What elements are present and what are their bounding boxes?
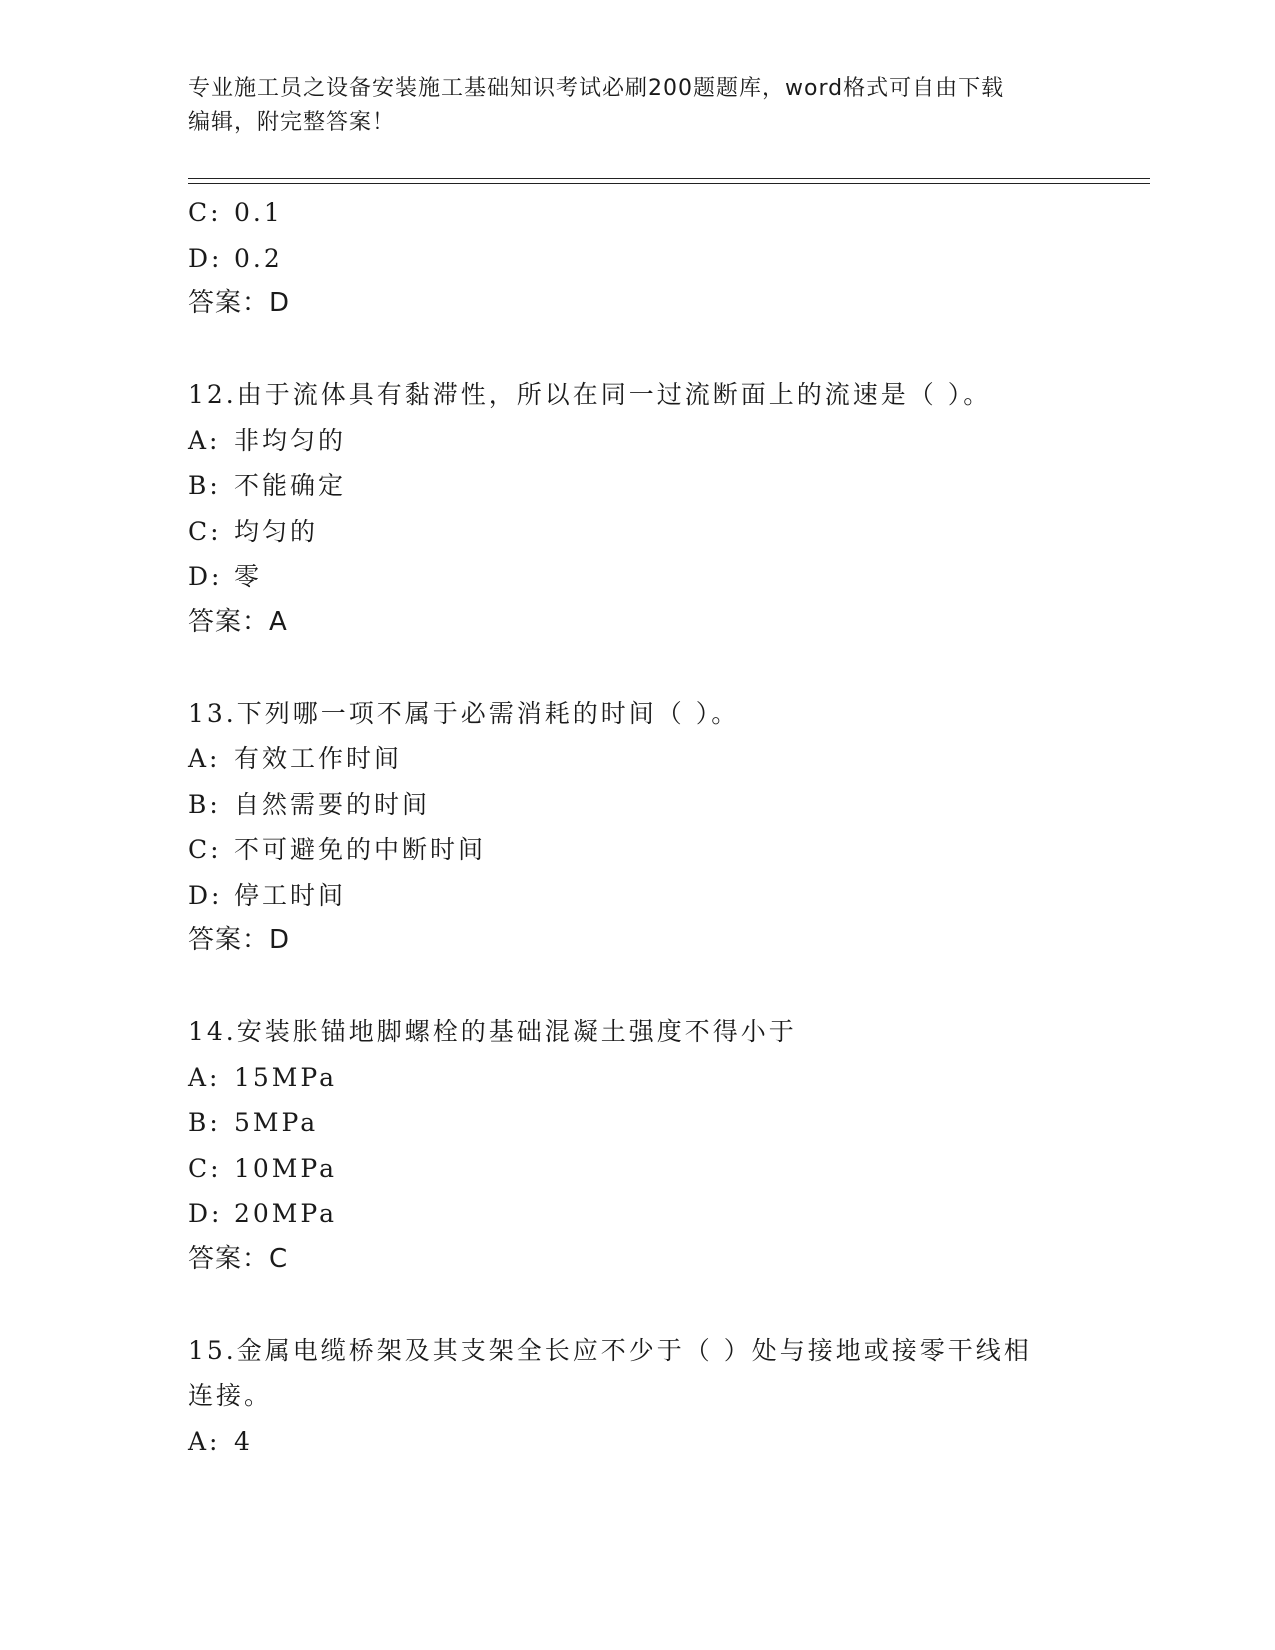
- option-text: 零: [234, 562, 263, 591]
- option-letter: D:: [188, 1199, 223, 1228]
- option-letter: A:: [188, 744, 221, 773]
- option-c: [188, 1146, 1088, 1192]
- option-text: 不可避免的中断时间: [234, 835, 487, 864]
- option-b: [188, 1100, 1088, 1146]
- option-c: [188, 190, 1088, 236]
- option-b: [188, 782, 1088, 828]
- option-text: 不能确定: [234, 471, 347, 500]
- option-letter: C:: [188, 835, 222, 864]
- option-a: [188, 736, 1088, 782]
- option-a: [188, 418, 1088, 464]
- question-stem-line-1: 15.金属电缆桥架及其支架全长应不少于（ ）处与接地或接零干线相: [188, 1335, 1032, 1365]
- answer-line: 答案：D: [188, 925, 291, 955]
- option-a: [188, 1055, 1088, 1101]
- option-text: 0.2: [234, 243, 283, 273]
- header-rule-top: [188, 178, 1150, 179]
- answer-line: 答案：C: [188, 1243, 289, 1274]
- header-line-1: 专业施工员之设备安装施工基础知识考试必刷200题题库，word格式可自由下载: [188, 76, 1005, 101]
- header-rule-bottom: [188, 183, 1150, 184]
- option-letter: C:: [188, 1153, 222, 1183]
- option-letter: B:: [188, 789, 221, 819]
- question-stem: 13.下列哪一项不属于必需消耗的时间（ ）。: [188, 698, 740, 728]
- option-d: [188, 236, 1088, 282]
- header-line-2: 编辑，附完整答案！: [188, 110, 396, 135]
- question-15: [188, 1328, 1088, 1465]
- answer-line: 答案：D: [188, 288, 291, 318]
- document-header: [188, 72, 1068, 140]
- question-list: [188, 190, 1088, 1464]
- option-text: 5MPa: [234, 1108, 319, 1137]
- option-text: 10MPa: [234, 1153, 338, 1183]
- question-stem-line-2: 连接。: [188, 1381, 273, 1410]
- option-letter: C:: [188, 198, 222, 227]
- option-d: [188, 554, 1088, 600]
- option-text: 自然需要的时间: [234, 789, 431, 819]
- option-c: [188, 827, 1088, 873]
- option-letter: D:: [188, 562, 223, 591]
- question-12: [188, 372, 1088, 645]
- option-d: [188, 873, 1088, 919]
- option-letter: D:: [188, 243, 223, 273]
- answer-line: 答案：A: [188, 606, 288, 637]
- option-text: 停工时间: [234, 880, 347, 910]
- option-b: [188, 463, 1088, 509]
- option-text: 有效工作时间: [234, 744, 403, 773]
- option-letter: D:: [188, 880, 223, 910]
- option-c: [188, 509, 1088, 555]
- question-14: [188, 1009, 1088, 1282]
- option-text: 0.1: [234, 198, 283, 227]
- option-text: 15MPa: [234, 1062, 338, 1092]
- option-d: [188, 1191, 1088, 1237]
- option-letter: A:: [188, 1426, 221, 1456]
- option-letter: B:: [188, 1108, 221, 1137]
- option-text: 4: [234, 1426, 253, 1456]
- option-letter: A:: [188, 425, 221, 455]
- option-a: [188, 1419, 1088, 1465]
- option-text: 非均匀的: [234, 425, 347, 455]
- question-stem: 14.安装胀锚地脚螺栓的基础混凝土强度不得小于: [188, 1017, 797, 1046]
- option-text: 20MPa: [234, 1199, 338, 1228]
- option-letter: B:: [188, 471, 221, 500]
- question-11-tail: [188, 190, 1088, 327]
- option-text: 均匀的: [234, 516, 319, 546]
- option-letter: C:: [188, 516, 222, 546]
- question-stem: 12.由于流体具有黏滞性，所以在同一过流断面上的流速是（ ）。: [188, 380, 992, 409]
- option-letter: A:: [188, 1062, 221, 1092]
- question-13: [188, 691, 1088, 964]
